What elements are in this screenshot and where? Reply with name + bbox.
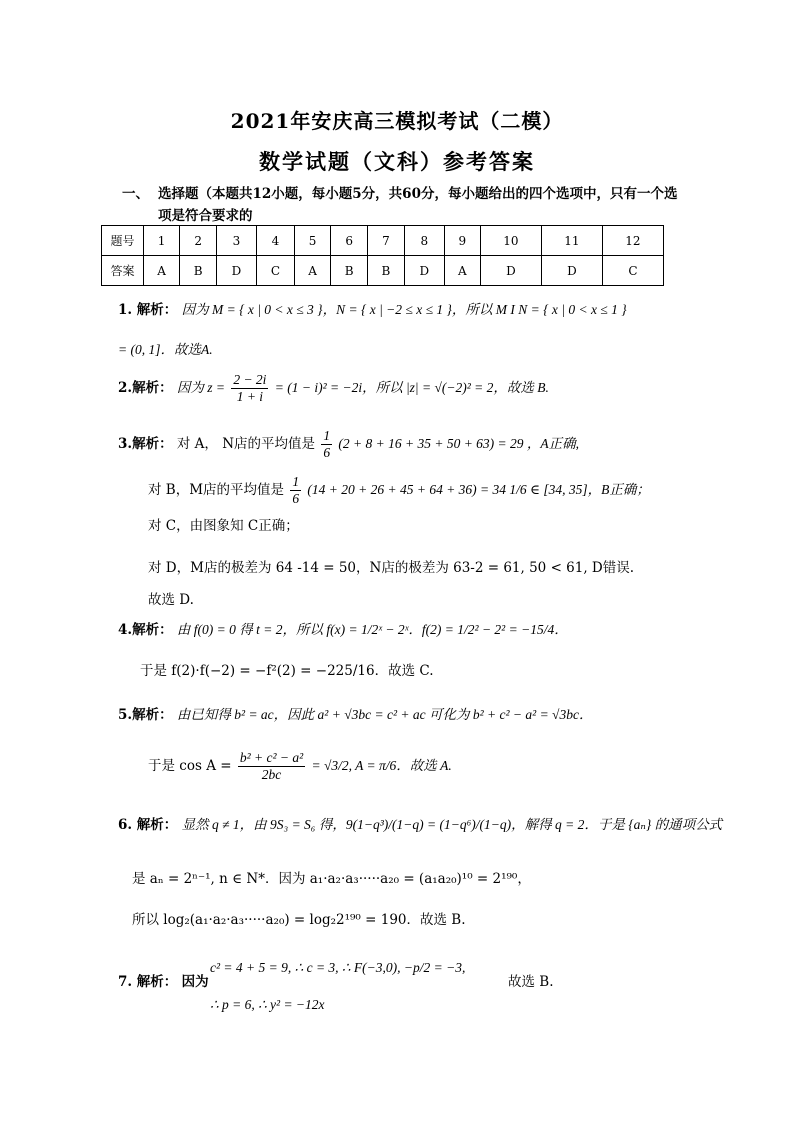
answer-row <box>102 256 664 286</box>
fraction-denominator: 6 <box>323 445 331 460</box>
question-number-cell: 5 <box>295 226 331 256</box>
solution-text: = √3/2, A = π/6．故选 A. <box>311 758 452 773</box>
solution-3-line-3: 对 C，由图象知 C正确； <box>148 518 299 534</box>
solution-label: 6. 解析： <box>118 817 178 833</box>
solution-text: 因为 M = { x | 0 < x ≤ 3 }，N = { x | −2 ≤ x ≤ 1 }，所以 M I N = { x | 0 < x ≤ 1 } <box>181 302 627 317</box>
solution-text: 于是 cos A = <box>148 758 232 774</box>
fraction <box>231 372 268 405</box>
solution-5-line-1 <box>118 705 592 725</box>
solution-text: 显然 q ≠ 1，由 9S₃ = S₆ 得，9(1−q³)/(1−q) = (1−q⁶)/(1−q)，解得 q = 2．于是 {aₙ} 的通项公式 <box>181 817 723 832</box>
solution-7-line-2: ∴ p = 6, ∴ y² = −12x <box>210 997 325 1012</box>
solution-3-line-4: 对 D，M店的极差为 64 -14 = 50，N店的极差为 63-2 = 61, 50 < 61, D错误. <box>148 560 635 576</box>
section-instructions: 选择题（本题共12小题，每小题5分，共60分，每小题给出的四个选项中，只有一个选项是符合要求的 <box>158 186 678 224</box>
solution-label: 4.解析： <box>118 622 173 638</box>
solution-label: 1. 解析： <box>118 302 178 318</box>
solution-text: 由已知得 b² = ac，因此 a² + √3bc = c² + ac 可化为 b² + c² − a² = √3bc． <box>176 707 593 722</box>
solution-6-line-1 <box>118 815 722 835</box>
exam-subtitle: 数学试题（文科）参考答案 <box>259 149 535 174</box>
solution-text: = (0, 1]．故选A. <box>118 342 213 357</box>
solution-text: (2 + 8 + 16 + 35 + 50 + 63) = 29 ，A正确, <box>338 436 580 451</box>
question-number-cell: 8 <box>404 226 444 256</box>
fraction-denominator: 6 <box>292 491 300 506</box>
solution-2 <box>118 372 549 405</box>
solution-text: 因为 z = <box>176 380 226 395</box>
question-number-cell: 3 <box>217 226 257 256</box>
solution-4-line-1 <box>118 620 568 640</box>
fraction-numerator: 1 <box>292 474 300 489</box>
question-number-cell: 2 <box>180 226 217 256</box>
question-number-cell: 1 <box>144 226 180 256</box>
solution-label: 7. 解析： <box>118 974 178 990</box>
solution-6-line-2: 是 aₙ = 2ⁿ⁻¹, n ∈ N*．因为 a₁·a₂·a₃·····a₂₀ = (a₁a₂₀)¹⁰ = 2¹⁹⁰， <box>132 871 531 887</box>
solution-text: = (1 − i)² = −2i，所以 |z| = √(−2)² = 2，故选 B. <box>274 380 549 395</box>
answer-cell: A <box>144 256 180 286</box>
fraction-numerator: 2 − 2i <box>233 372 267 387</box>
fraction-denominator: 1 + i <box>236 389 264 404</box>
fraction <box>238 750 305 783</box>
question-number-cell: 7 <box>368 226 405 256</box>
answer-cell: C <box>256 256 294 286</box>
solution-text: 对 A， N店的平均值是 <box>176 436 316 452</box>
solution-label: 2.解析： <box>118 380 173 396</box>
question-number-cell: 4 <box>256 226 294 256</box>
solution-text: 因为 <box>181 974 209 990</box>
answer-table <box>101 225 664 286</box>
solution-5-line-2 <box>148 750 452 783</box>
solution-3-line-1 <box>118 428 579 461</box>
table-header-cell: 题号 <box>102 226 144 256</box>
fraction-numerator: 1 <box>323 428 331 443</box>
fraction-numerator: b² + c² − a² <box>239 750 304 765</box>
answer-cell: B <box>331 256 368 286</box>
fraction <box>321 428 332 461</box>
answer-cell: B <box>368 256 405 286</box>
solution-1-line-1 <box>118 300 627 320</box>
solution-text: (14 + 20 + 26 + 45 + 64 + 36) = 34 1/6 ∈ [34, 35]，B正确； <box>307 482 650 497</box>
answer-cell: D <box>217 256 257 286</box>
solution-7-answer: 故选 B. <box>508 974 554 990</box>
solution-3-line-5: 故选 D. <box>148 592 194 608</box>
solution-7-line-1: c² = 4 + 5 = 9, ∴ c = 3, ∴ F(−3,0), −p/2 = −3, <box>210 960 466 975</box>
answer-cell: C <box>602 256 663 286</box>
solution-text: 由 f(0) = 0 得 t = 2，所以 f(x) = 1/2ˣ − 2ˣ．f(2) = 1/2² − 2² = −15/4． <box>176 622 568 637</box>
answer-cell: D <box>541 256 602 286</box>
solution-label: 3.解析： <box>118 436 173 452</box>
solution-6-line-3: 所以 log₂(a₁·a₂·a₃·····a₂₀) = log₂2¹⁹⁰ = 190．故选 B. <box>132 912 466 928</box>
fraction-denominator: 2bc <box>261 767 282 782</box>
answer-cell: B <box>180 256 217 286</box>
solution-3-line-2 <box>148 474 650 507</box>
table-header-cell: 答案 <box>102 256 144 286</box>
question-number-cell: 11 <box>541 226 602 256</box>
answer-cell: D <box>404 256 444 286</box>
exam-title: 2021年安庆高三模拟考试（二模） <box>230 109 564 133</box>
solution-text: 对 B，M店的平均值是 <box>148 482 285 498</box>
question-number-row <box>102 226 664 256</box>
question-number-cell: 9 <box>444 226 480 256</box>
solution-4-line-2: 于是 f(2)·f(−2) = −f²(2) = −225/16．故选 C. <box>140 663 434 679</box>
section-number: 一、 <box>122 186 149 202</box>
answer-cell: D <box>480 256 541 286</box>
solution-1-line-2 <box>118 340 213 360</box>
solution-7-label <box>118 972 209 992</box>
answer-cell: A <box>295 256 331 286</box>
question-number-cell: 6 <box>331 226 368 256</box>
fraction <box>290 474 301 507</box>
question-number-cell: 12 <box>602 226 663 256</box>
solution-label: 5.解析： <box>118 707 173 723</box>
question-number-cell: 10 <box>480 226 541 256</box>
answer-cell: A <box>444 256 480 286</box>
